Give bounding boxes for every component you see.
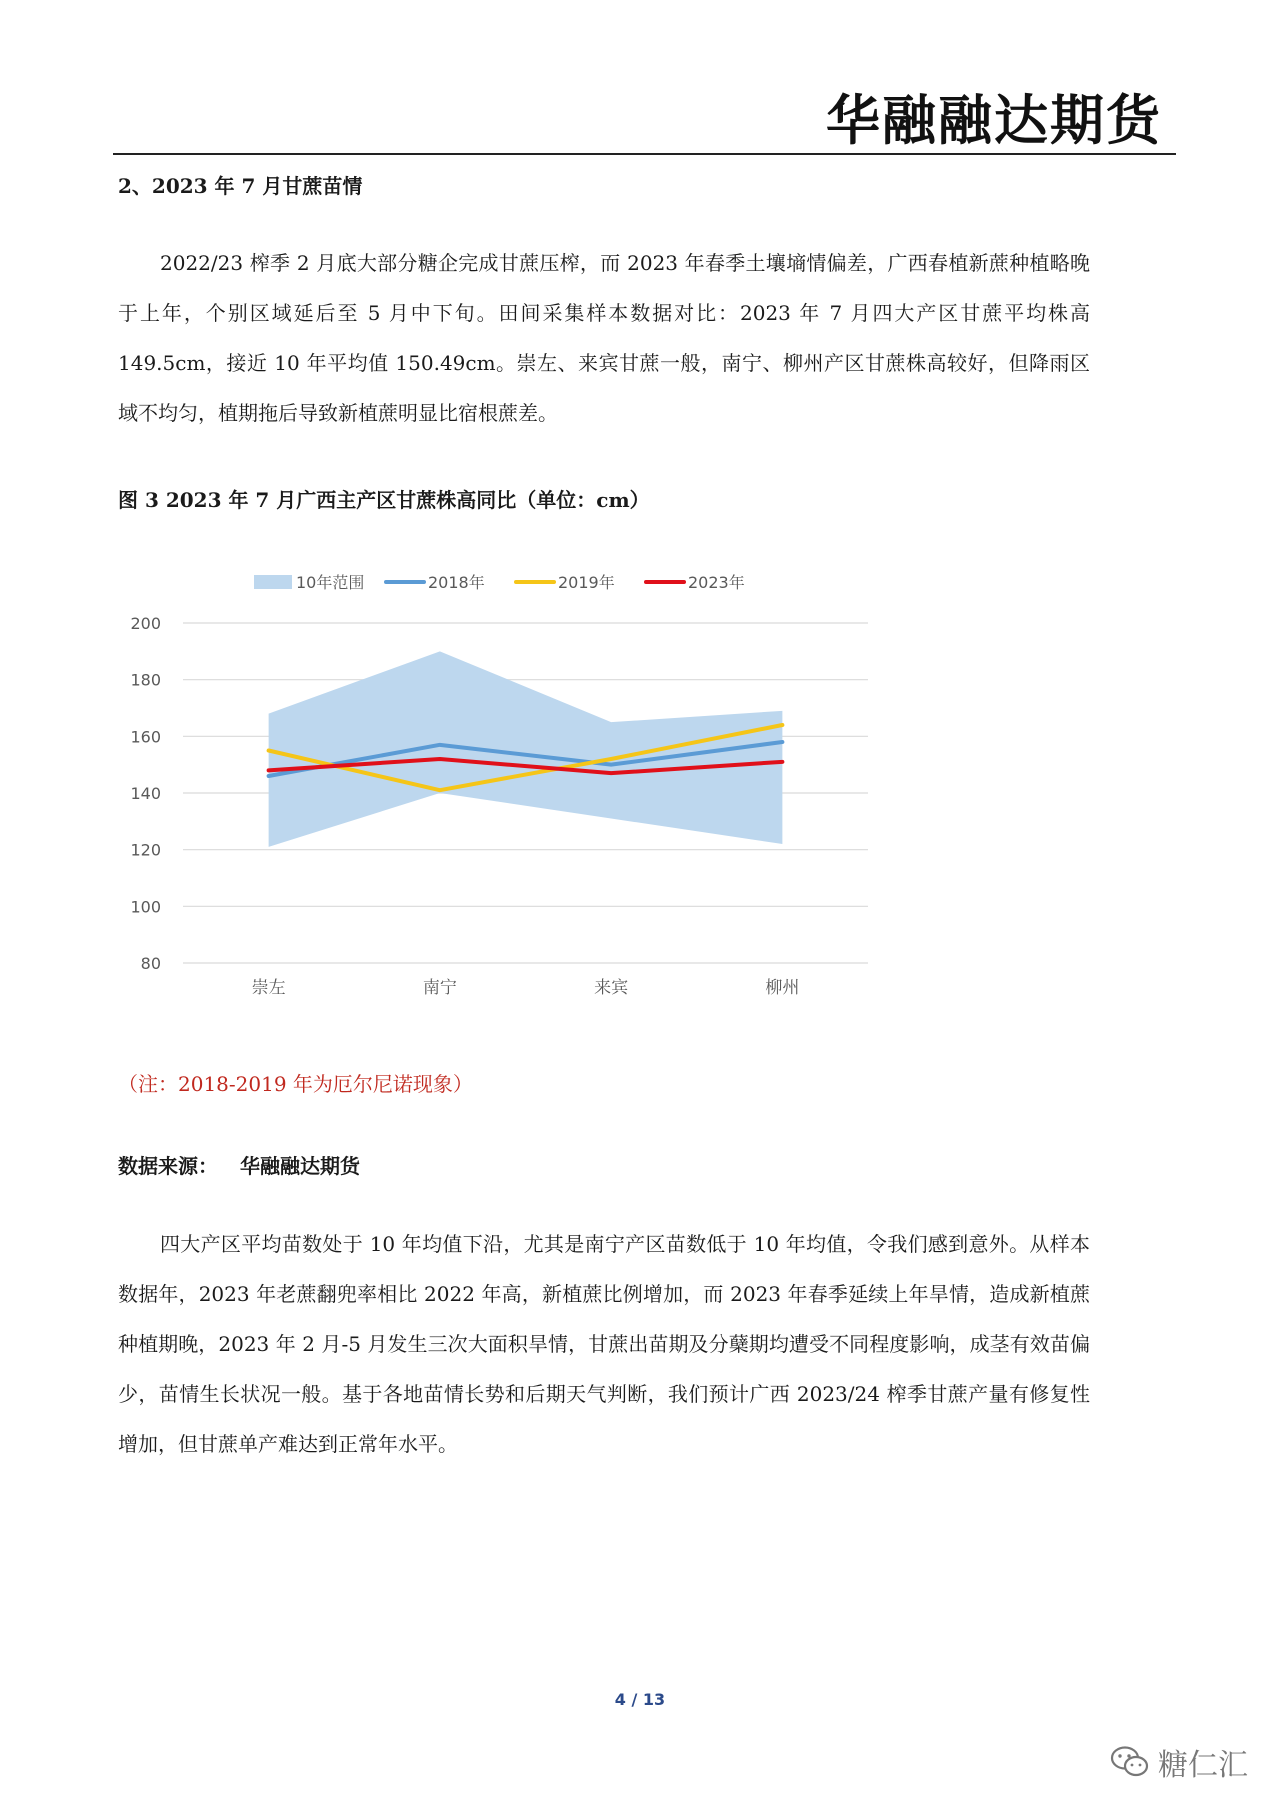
- watermark: [1110, 1740, 1248, 1784]
- y-tick-label: 120: [130, 840, 161, 860]
- y-tick-label: 140: [130, 784, 161, 803]
- y-tick-label: 180: [130, 670, 161, 690]
- x-tick-label: 崇左: [251, 978, 286, 998]
- y-tick-label: 200: [130, 614, 161, 633]
- wechat-icon: [1110, 1745, 1150, 1779]
- y-tick-label: 100: [130, 897, 161, 917]
- range-band-area: [269, 651, 783, 847]
- legend-label: 2019年: [558, 573, 615, 592]
- figure-caption: 图 3 2023 年 7 月广西主产区甘蔗株高同比（单位：cm）: [118, 488, 650, 512]
- legend-swatch: [254, 575, 292, 589]
- chart-legend: [254, 573, 745, 592]
- x-tick-label: 来宾: [594, 978, 629, 998]
- header-divider: [113, 153, 1176, 155]
- paragraph-1: 2022/23 榨季 2 月底大部分糖企完成甘蔗压榨，而 2023 年春季土壤墒情偏差，广西春植新蔗种植略晚于上年，个别区域延后至 5 月中下旬。田间采集样本数据对比：2023 年 7 月四大产区甘蔗平均株高 149.5cm，接近 10 年平均值 150.49cm。崇左、来宾甘蔗一般，南宁、柳州产区甘蔗株高较好，但降雨区域不均匀，植期拖后导致新植蔗明显比宿根蔗差。: [118, 251, 1090, 425]
- chart-range-band: [269, 651, 783, 847]
- legend-label: 2018年: [428, 573, 485, 592]
- page-number: 4 / 13: [614, 1690, 666, 1709]
- x-tick-label: 南宁: [422, 978, 457, 998]
- x-tick-label: 柳州: [765, 978, 800, 998]
- data-source-name: 华融融达期货: [240, 1154, 360, 1178]
- section-title: 2、2023 年 7 月甘蔗苗情: [118, 174, 363, 198]
- chart-y-ticks: [130, 614, 161, 973]
- data-source: [118, 1150, 360, 1179]
- plant-height-chart: [118, 555, 888, 1025]
- legend-label: 10年范围: [296, 573, 365, 592]
- paragraph-2: 四大产区平均苗数处于 10 年均值下沿，尤其是南宁产区苗数低于 10 年均值，令我们感到意外。从样本数据年，2023 年老蔗翻兜率相比 2022 年高，新植蔗比例增加，而 2023 年春季延续上年旱情，造成新植蔗种植期晚，2023 年 2 月-5 月发生三次大面积旱情，甘蔗出苗期及分蘖期均遭受不同程度影响，成茎有效苗偏少，苗情生长状况一般。基于各地苗情长势和后期天气判断，我们预计广西 2023/24 榨季甘蔗产量有修复性增加，但甘蔗单产难达到正常年水平。: [118, 1232, 1090, 1456]
- legend-label: 2023年: [688, 573, 745, 592]
- data-source-label: 数据来源：: [118, 1154, 218, 1178]
- y-tick-label: 80: [140, 954, 161, 973]
- watermark-text: 糖仁汇: [1158, 1748, 1248, 1783]
- brand-logo-text: 华融融达期货: [826, 89, 1162, 152]
- chart-x-ticks: [252, 978, 800, 998]
- footnote: （注：2018-2019 年为厄尔尼诺现象）: [118, 1072, 473, 1096]
- y-tick-label: 160: [130, 727, 161, 747]
